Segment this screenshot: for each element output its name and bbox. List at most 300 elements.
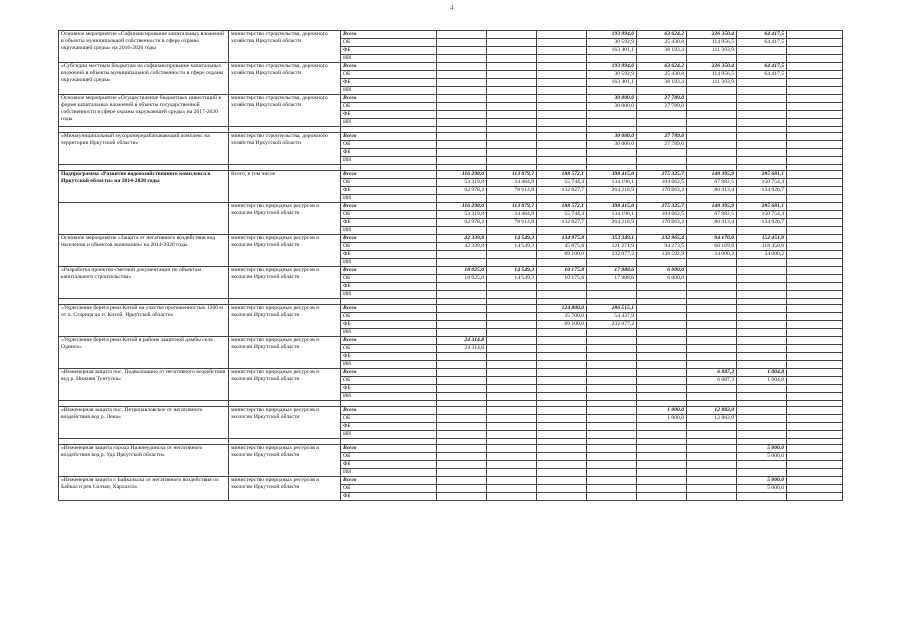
page-number: 4 [450,4,454,12]
amount-cell [537,71,587,79]
amount-cell [787,493,843,501]
amount-cell [537,477,587,485]
amount-cell [587,119,637,127]
table-row [59,477,843,485]
amount-cell: 134 196,1 [587,211,637,219]
amount-cell [437,407,487,415]
amount-cell [437,79,487,87]
amount-cell [487,313,537,321]
amount-cell [437,149,487,157]
amount-cell [737,133,787,141]
table-row [59,337,843,345]
amount-cell: 104 662,5 [637,211,687,219]
amount-cell [737,267,787,275]
funding-source: ФБ [341,423,437,431]
amount-cell: 67 982,5 [687,211,737,219]
amount-cell: 27 789,0 [637,95,687,103]
amount-cell [687,119,737,127]
amount-cell: 116 298,0 [437,171,487,179]
amount-cell [487,385,537,393]
funding-source: Всего [341,31,437,39]
amount-cell [787,211,843,219]
amount-cell: 132 827,7 [537,219,587,227]
responsible-executor: министерство природных ресурсов и экологии Иркутской области [229,477,341,501]
amount-cell: 264 218,9 [587,219,637,227]
amount-cell [437,95,487,103]
amount-cell [787,87,843,95]
amount-cell [637,469,687,477]
amount-cell [487,377,537,385]
amount-cell [737,149,787,157]
measure-name: «Укрепление берега реки Китой на участке протяженностью 1200 м от п. Старица до п. Китой, Иркутской области» [59,305,229,337]
amount-cell [687,103,737,111]
amount-cell [537,445,587,453]
amount-cell [737,291,787,299]
amount-cell: 113 079,7 [487,171,537,179]
amount-cell [787,103,843,111]
amount-cell [687,485,737,493]
funding-source: ИИ [341,469,437,477]
table-row [59,235,843,243]
amount-cell: 150 754,4 [737,211,787,219]
amount-cell: 124 800,0 [537,305,587,313]
amount-cell [787,407,843,415]
amount-cell [687,141,737,149]
funding-source: ИИ [341,195,437,203]
amount-cell [437,377,487,385]
amount-cell [637,345,687,353]
amount-cell [637,119,687,127]
amount-cell [787,283,843,291]
amount-cell [487,485,537,493]
amount-cell: 80 413,4 [687,187,737,195]
amount-cell [437,361,487,369]
amount-cell: 114 956,5 [687,71,737,79]
funding-source: Всего [341,203,437,211]
amount-cell [787,251,843,259]
amount-cell [787,445,843,453]
amount-cell [687,445,737,453]
amount-cell [587,423,637,431]
amount-cell [687,361,737,369]
amount-cell [587,353,637,361]
amount-cell: 148 395,9 [687,171,737,179]
amount-cell [587,453,637,461]
amount-cell [637,55,687,63]
amount-cell [487,337,537,345]
funding-source: ОБ [341,415,437,423]
amount-cell: 17 988,6 [587,267,637,275]
amount-cell [737,353,787,361]
amount-cell [787,63,843,71]
amount-cell [787,361,843,369]
amount-cell: 14 549,3 [487,235,537,243]
amount-cell [787,393,843,401]
funding-source: ОБ [341,453,437,461]
amount-cell [537,31,587,39]
amount-cell [537,55,587,63]
amount-cell [537,461,587,469]
amount-cell [687,267,737,275]
amount-cell: 6 087,3 [687,369,737,377]
amount-cell [487,227,537,235]
funding-source: ФБ [341,187,437,195]
amount-cell [787,423,843,431]
amount-cell [637,423,687,431]
amount-cell [687,195,737,203]
amount-cell [487,103,537,111]
amount-cell [437,461,487,469]
amount-cell [487,251,537,259]
amount-cell [637,377,687,385]
amount-cell: 27 789,0 [637,103,687,111]
amount-cell [537,283,587,291]
amount-cell: 193 994,0 [587,63,637,71]
amount-cell [537,453,587,461]
amount-cell [537,485,587,493]
amount-cell: 193 994,0 [587,31,637,39]
funding-source: ОБ [341,377,437,385]
amount-cell [537,47,587,55]
amount-cell [437,321,487,329]
amount-cell [787,227,843,235]
amount-cell [687,329,737,337]
amount-cell: 55 744,4 [537,179,587,187]
amount-cell [487,149,537,157]
amount-cell [487,141,537,149]
amount-cell: 232 077,2 [587,321,637,329]
amount-cell [737,103,787,111]
amount-cell [587,55,637,63]
amount-cell [587,485,637,493]
amount-cell [487,259,537,267]
amount-cell [587,393,637,401]
amount-cell: 116 298,0 [437,203,487,211]
amount-cell [587,283,637,291]
amount-cell: 30 000,0 [587,141,637,149]
amount-cell [487,31,537,39]
amount-cell: 30 000,0 [587,103,637,111]
funding-source: ИИ [341,55,437,63]
table-row [59,305,843,313]
funding-source: ОБ [341,345,437,353]
amount-cell [637,329,687,337]
amount-cell [487,423,537,431]
amount-cell [787,453,843,461]
responsible-executor: министерство природных ресурсов и экологии Иркутской области [229,407,341,439]
amount-cell: 264 218,9 [587,187,637,195]
amount-cell [637,149,687,157]
amount-cell: 148 395,9 [687,203,737,211]
amount-cell [437,259,487,267]
amount-cell: 64 417,5 [737,71,787,79]
amount-cell [737,461,787,469]
amount-cell: 38 193,4 [637,79,687,87]
amount-cell: 111 393,9 [687,79,737,87]
amount-cell: 30 000,0 [587,95,637,103]
funding-source: ОБ [341,243,437,251]
amount-cell [637,493,687,501]
amount-cell [737,469,787,477]
responsible-executor: министерство природных ресурсов и экологии Иркутской области [229,337,341,369]
funding-source: ФБ [341,111,437,119]
amount-cell [587,407,637,415]
amount-cell: 1 004,8 [737,369,787,377]
table-body [59,31,843,501]
amount-cell [737,227,787,235]
amount-cell: 10 175,8 [537,267,587,275]
amount-cell: 18 025,0 [437,267,487,275]
amount-cell [537,103,587,111]
amount-cell [687,345,737,353]
amount-cell [787,461,843,469]
responsible-executor: министерство природных ресурсов и экологии Иркутской области [229,235,341,267]
amount-cell: 64 417,5 [737,31,787,39]
amount-cell [687,469,737,477]
amount-cell [787,157,843,165]
amount-cell [637,87,687,95]
amount-cell [787,243,843,251]
amount-cell: 25 430,8 [637,39,687,47]
funding-source: Всего [341,171,437,179]
amount-cell: 27 789,0 [637,141,687,149]
amount-cell [437,393,487,401]
funding-source: ФБ [341,47,437,55]
amount-cell [787,369,843,377]
amount-cell [437,305,487,313]
amount-cell [537,385,587,393]
amount-cell: 67 982,5 [687,179,737,187]
amount-cell [587,469,637,477]
amount-cell: 232 077,2 [587,251,637,259]
amount-cell [787,377,843,385]
amount-cell [787,31,843,39]
amount-cell [787,415,843,423]
funding-source: ФБ [341,321,437,329]
amount-cell [687,227,737,235]
amount-cell [437,71,487,79]
amount-cell [687,353,737,361]
amount-cell: 111 393,9 [687,47,737,55]
amount-cell [537,423,587,431]
amount-cell [437,31,487,39]
funding-source: ФБ [341,461,437,469]
amount-cell [637,477,687,485]
amount-cell: 14 549,3 [487,267,537,275]
amount-cell [437,485,487,493]
amount-cell [537,361,587,369]
amount-cell: 34 464,9 [487,179,537,187]
amount-cell [537,133,587,141]
amount-cell [487,353,537,361]
amount-cell: 60 169,8 [687,243,737,251]
amount-cell: 6 087,3 [687,377,737,385]
amount-cell [737,415,787,423]
responsible-executor: Всего, в том числе [229,171,341,203]
amount-cell [487,431,537,439]
amount-cell [737,79,787,87]
amount-cell [437,195,487,203]
amount-cell: 10 175,8 [537,275,587,283]
amount-cell [487,393,537,401]
amount-cell [737,393,787,401]
amount-cell [537,415,587,423]
amount-cell [687,477,737,485]
amount-cell: 226 350,4 [687,63,737,71]
funding-source: ОБ [341,103,437,111]
amount-cell: 163 401,1 [587,79,637,87]
amount-cell [587,493,637,501]
amount-cell [787,431,843,439]
amount-cell [687,87,737,95]
amount-cell [537,353,587,361]
amount-cell [787,291,843,299]
amount-cell [687,111,737,119]
measure-name: «Инженерная защита города Нижнеудинска от негативного воздействия вод р. Уда Иркутской области» [59,445,229,477]
amount-cell: 118 450,8 [737,243,787,251]
amount-cell [487,445,537,453]
amount-cell: 34 464,9 [487,211,537,219]
funding-source: Всего [341,267,437,275]
amount-cell [787,171,843,179]
funding-source: ИИ [341,157,437,165]
funding-source: Всего [341,337,437,345]
funding-source: Всего [341,63,437,71]
amount-cell [737,305,787,313]
amount-cell [437,313,487,321]
amount-cell [787,119,843,127]
amount-cell: 25 430,8 [637,71,687,79]
amount-cell: 14 549,3 [487,275,537,283]
amount-cell [487,47,537,55]
funding-source: ИИ [341,119,437,127]
amount-cell [537,63,587,71]
amount-cell [787,385,843,393]
amount-cell [537,119,587,127]
amount-cell [637,445,687,453]
amount-cell: 78 614,8 [487,187,537,195]
amount-cell: 113 079,7 [487,203,537,211]
amount-cell: 62 978,2 [437,219,487,227]
amount-cell [687,157,737,165]
amount-cell [737,337,787,345]
funding-source: ФБ [341,283,437,291]
amount-cell [587,87,637,95]
amount-cell [587,445,637,453]
amount-cell: 12 882,0 [687,407,737,415]
funding-source: ФБ [341,493,437,501]
amount-cell [637,361,687,369]
amount-cell [537,141,587,149]
amount-cell [487,71,537,79]
amount-cell [437,369,487,377]
amount-cell [587,195,637,203]
amount-cell [637,431,687,439]
amount-cell [687,55,737,63]
amount-cell [487,345,537,353]
amount-cell: 132 827,7 [537,187,587,195]
amount-cell [537,259,587,267]
amount-cell [437,493,487,501]
amount-cell [587,259,637,267]
amount-cell [687,393,737,401]
table-row [59,31,843,39]
measure-name: Основное мероприятие «Защита от негативного воздействия вод населения и объектов экономики» на 2014-2020 годы [59,235,229,267]
amount-cell [787,149,843,157]
table-row [59,63,843,71]
funding-source: Всего [341,407,437,415]
measure-name [59,203,229,235]
amount-cell [437,111,487,119]
amount-cell [737,141,787,149]
amount-cell [687,305,737,313]
amount-cell: 152 451,0 [737,235,787,243]
amount-cell [587,461,637,469]
amount-cell [687,493,737,501]
amount-cell [487,55,537,63]
amount-cell [537,407,587,415]
amount-cell [737,313,787,321]
amount-cell [737,423,787,431]
amount-cell [637,453,687,461]
amount-cell: 80 413,4 [687,219,737,227]
amount-cell: 12 882,0 [687,415,737,423]
amount-cell [787,179,843,187]
amount-cell [737,195,787,203]
amount-cell [537,337,587,345]
amount-cell: 89 100,0 [537,321,587,329]
amount-cell [587,369,637,377]
table-row [59,95,843,103]
amount-cell [787,469,843,477]
amount-cell: 17 988,6 [587,275,637,283]
amount-cell [787,219,843,227]
amount-cell [437,329,487,337]
amount-cell [737,55,787,63]
amount-cell [687,337,737,345]
amount-cell [537,95,587,103]
responsible-executor: министерство строительства, дорожного хозяйства Иркутской области [229,133,341,165]
amount-cell [687,133,737,141]
amount-cell [537,377,587,385]
amount-cell [687,313,737,321]
amount-cell: 353 349,1 [587,235,637,243]
funding-source: ИИ [341,361,437,369]
responsible-executor: министерство природных ресурсов и экологии Иркутской области [229,445,341,477]
table-row [59,445,843,453]
funding-source: Всего [341,369,437,377]
amount-cell [687,453,737,461]
amount-cell: 398 415,0 [587,203,637,211]
amount-cell [587,385,637,393]
funding-source: Всего [341,133,437,141]
funding-source: ФБ [341,251,437,259]
amount-cell [437,227,487,235]
amount-cell [487,461,537,469]
amount-cell [487,119,537,127]
amount-cell [437,103,487,111]
amount-cell [687,423,737,431]
amount-cell [787,267,843,275]
funding-source: ИИ [341,227,437,235]
responsible-executor: министерство природных ресурсов и экологии Иркутской области [229,203,341,235]
amount-cell: 134 975,8 [537,235,587,243]
funding-source: ОБ [341,179,437,187]
amount-cell [587,291,637,299]
responsible-executor: министерство строительства, дорожного хозяйства Иркутской области [229,63,341,95]
amount-cell [737,157,787,165]
amount-cell [737,95,787,103]
